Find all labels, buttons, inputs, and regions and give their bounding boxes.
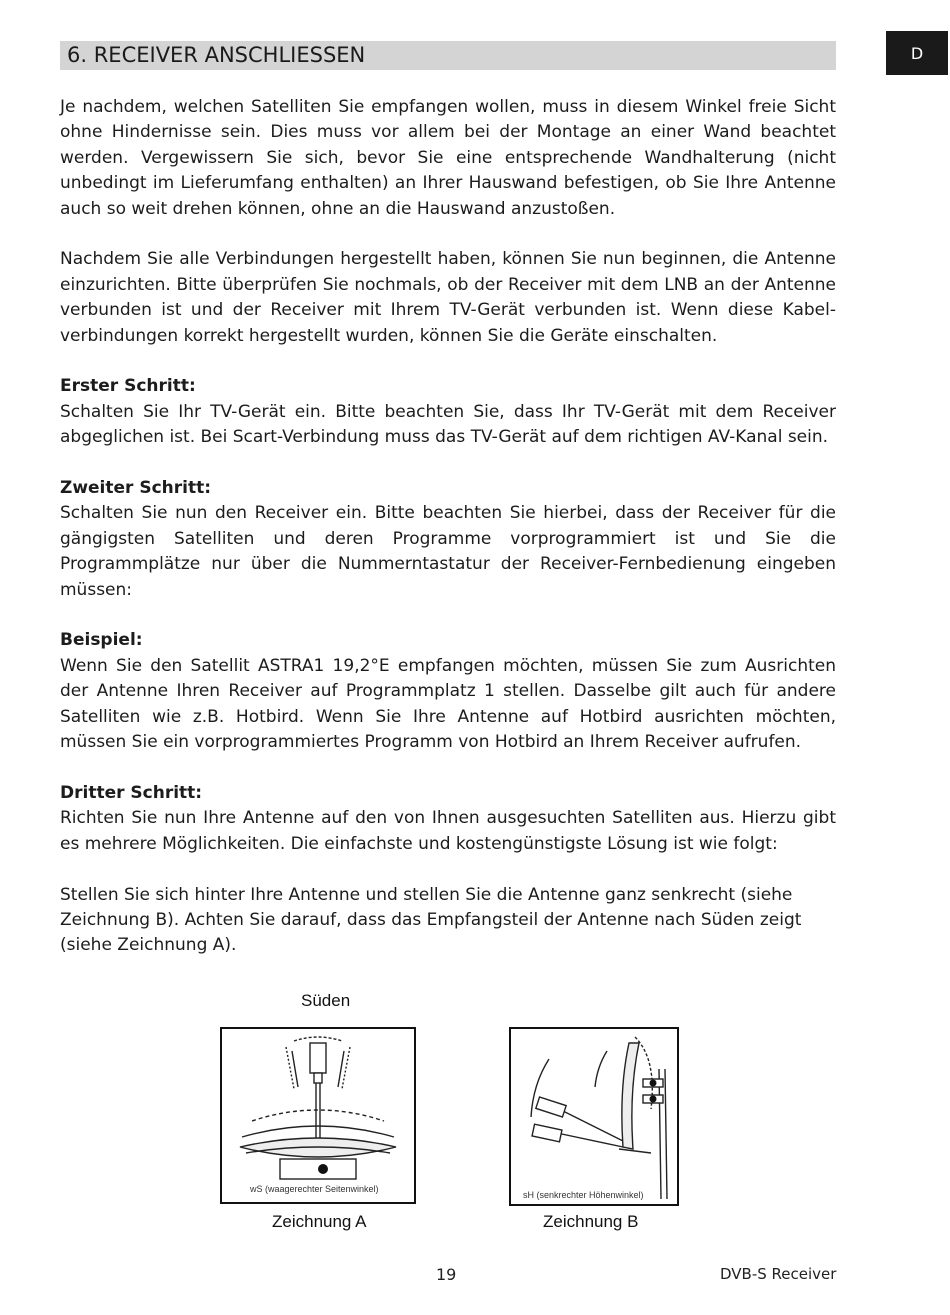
step-1: [60, 374, 836, 450]
dish-top-view-drawing: [222, 1029, 414, 1202]
step-2-label: Zweiter Schritt:: [60, 478, 212, 499]
example: [60, 628, 836, 755]
paragraph-alignment: Stellen Sie sich hinter Ihre Antenne und stellen Sie die Antenne ganz senkrecht (siehe Zeichnung B). Achten Sie darauf, dass das Empfangsteil der Antenne nach Süden zeigt (siehe Zeichnung A).: [60, 884, 802, 956]
page-number: 19: [436, 1265, 457, 1284]
figure-a-caption: Zeichnung A: [272, 1212, 367, 1231]
figure-b-inner-caption: sH (senkrechter Höhenwinkel): [523, 1190, 644, 1200]
step-3-label: Dritter Schritt:: [60, 782, 203, 803]
bracket-bolt-upper: [650, 1080, 657, 1087]
dish-side-view-drawing: [511, 1029, 677, 1204]
step-2-text: Schalten Sie nun den Receiver ein. Bitte beachten Sie hierbei, dass der Receiver für die gängigsten Satelliten und deren Programme vorprogrammiert ist und Sie die Programmplätze nur über die Nummerntastatur der Receiver-Fernbedienung eingeben müssen:: [60, 503, 836, 600]
sueden-label: Süden: [301, 991, 351, 1010]
step-3: [60, 781, 836, 857]
figure-b-caption: Zeichnung B: [543, 1212, 639, 1231]
paragraph-intro: Je nachdem, welchen Satelliten Sie empfangen wollen, muss in diesem Winkel freie Sicht ohne Hindernisse sein. Dies muss vor allem bei der Montage an einer Wand beachtet werden. Vergewissern Sie sich, bevor Sie eine entsprechende Wandhalterung (nicht unbedingt im Lieferumfang enthalten) an Ihrer Hauswand befestigen, ob Sie Ihre Antenne auch so weit drehen können, ohne an die Hauswand anzustoßen.: [60, 97, 836, 219]
example-text: Wenn Sie den Satellit ASTRA1 19,2°E empfangen möchten, müssen Sie zum Ausrichten der Antenne Ihren Receiver auf Programmplatz 1 stellen. Dasselbe gilt auch für andere Satelliten wie z.B. Hotbird. Wenn Sie Ihre Antenne auf Hotbird ausrichten möchten, müssen Sie ein vorprogrammiertes Programm von Hotbird an Ihrem Receiver aufrufen.: [60, 655, 836, 753]
bracket-bolt-lower: [650, 1096, 657, 1103]
paragraph-connections: Nachdem Sie alle Verbindungen hergestellt haben, können Sie nun beginnen, die Antenne einzurichten. Bitte überprüfen Sie nochmals, ob der Receiver mit dem LNB an der Antenne verbunden ist und der Receiver mit Ihrem TV-Gerät verbunden ist. Wenn diese Kabel-verbindungen korrekt hergestellt wurden, können Sie die Geräte einschalten.: [60, 249, 836, 346]
language-tab: [886, 31, 948, 75]
figure-a-inner-caption: wS (waagerechter Seitenwinkel): [250, 1184, 379, 1194]
section-title: 6. RECEIVER ANSCHLIESSEN: [60, 41, 836, 70]
step-1-label: Erster Schritt:: [60, 376, 196, 397]
example-label: Beispiel:: [60, 630, 143, 651]
step-1-text: Schalten Sie Ihr TV-Gerät ein. Bitte beachten Sie, dass Ihr TV-Gerät mit dem Receiver abgeglichen ist. Bei Scart-Verbindung muss das TV-Gerät auf dem richtigen AV-Kanal sein.: [60, 401, 836, 448]
language-tab-label: D: [910, 43, 924, 63]
figure-a: [220, 1027, 416, 1204]
figure-b: [509, 1027, 679, 1206]
body-text: [60, 95, 836, 984]
step-3-text: Richten Sie nun Ihre Antenne auf den von Ihnen ausgesuchten Satelliten aus. Hierzu gibt es mehrere Möglichkeiten. Die einfachste und kostengünstigste Lösung ist wie folgt:: [60, 808, 836, 854]
pivot-dot: [318, 1164, 328, 1174]
footer-product-name: DVB-S Receiver: [720, 1265, 837, 1283]
step-2: [60, 476, 836, 603]
